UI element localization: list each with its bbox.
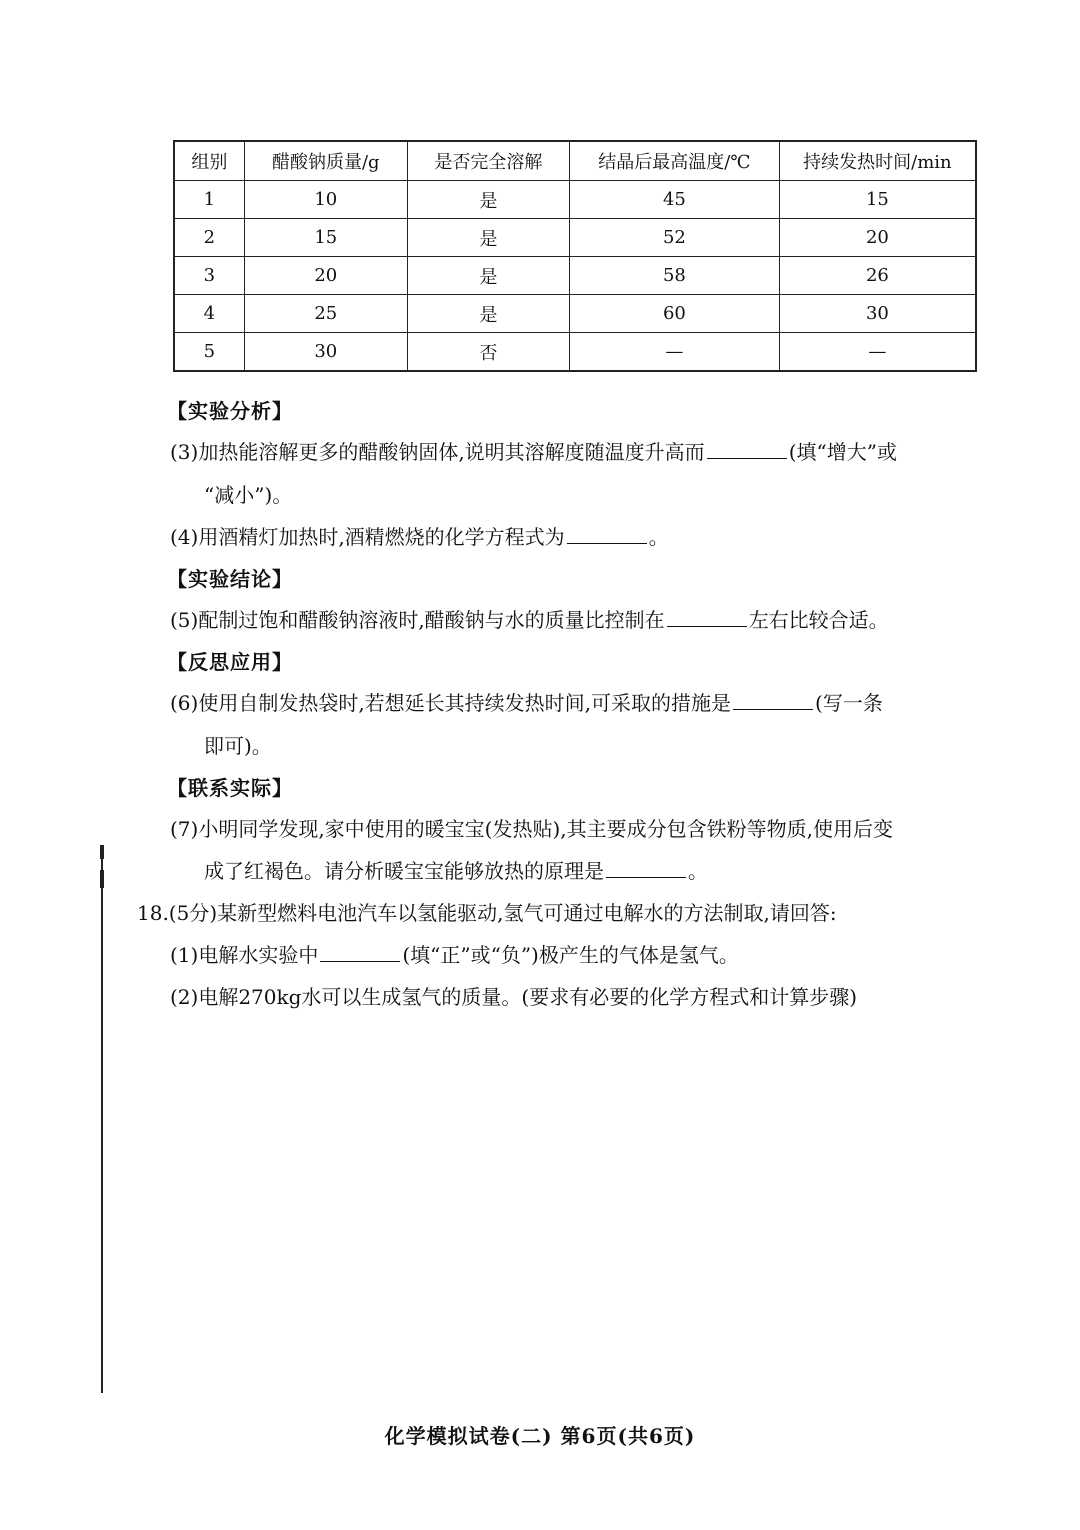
table-cell: — [569,333,779,372]
question-6 [170,689,883,717]
question-7: (7)小明同学发现,家中使用的暖宝宝(发热贴),其主要成分包含铁粉等物质,使用后变 [170,817,894,841]
table-cell: 20 [244,257,407,295]
question-4-text: (4)用酒精灯加热时,酒精燃烧的化学方程式为 [170,525,565,549]
question-3-continued: “减小”)。 [204,483,293,507]
conclusion-heading: 【实验结论】 [167,567,293,591]
table-cell: 是 [407,181,569,219]
question-3-hint: (填“增大”或 [788,440,897,464]
table-row [174,257,976,295]
question-18-stem: 18.(5分)某新型燃料电池汽车以氢能驱动,氢气可通过电解水的方法制取,请回答: [137,901,837,925]
table-cell: 是 [407,295,569,333]
answer-blank[interactable] [567,523,647,544]
table-cell: 3 [174,257,244,295]
answer-blank[interactable] [320,941,400,962]
table-cell: 26 [779,257,976,295]
table-cell: 是 [407,257,569,295]
table-cell: 10 [244,181,407,219]
table-cell: 5 [174,333,244,372]
table-cell: 4 [174,295,244,333]
question-6-hint: (写一条 [815,691,883,715]
table-cell: 52 [569,219,779,257]
question-5 [170,606,889,634]
question-3 [170,438,897,466]
table-row [174,333,976,372]
question-7-end: 。 [688,859,708,883]
question-5-text: (5)配制过饱和醋酸钠溶液时,醋酸钠与水的质量比控制在 [170,608,665,632]
table-header-cell: 组别 [174,141,244,181]
question-7-text: 成了红褐色。请分析暖宝宝能够放热的原理是 [204,859,604,883]
margin-tick-top [100,845,104,859]
table-cell: 是 [407,219,569,257]
answer-blank[interactable] [667,606,747,627]
reflection-heading: 【反思应用】 [167,650,293,674]
experiment-data-table [173,140,977,372]
table-cell: 30 [244,333,407,372]
table-header-row [174,141,976,181]
page-footer: 化学模拟试卷(二) 第6页(共6页) [384,1424,696,1448]
analysis-heading: 【实验分析】 [167,399,293,423]
question-18-1 [170,941,739,969]
margin-binding-line [101,845,103,1393]
table-cell: 1 [174,181,244,219]
table-cell: 60 [569,295,779,333]
table-header-cell: 结晶后最高温度/℃ [569,141,779,181]
table-row [174,295,976,333]
table-row [174,181,976,219]
question-4 [170,523,669,551]
question-5-end: 左右比较合适。 [748,608,889,632]
answer-blank[interactable] [707,438,787,459]
table-cell: 30 [779,295,976,333]
table-cell: 15 [779,181,976,219]
table-cell: 2 [174,219,244,257]
question-18-2: (2)电解270kg水可以生成氢气的质量。(要求有必要的化学方程式和计算步骤) [170,985,858,1009]
question-7-continued [204,857,708,885]
table-cell: 45 [569,181,779,219]
question-18-1-end: (填“正”或“负”)极产生的气体是氢气。 [402,943,739,967]
table-header-cell: 是否完全溶解 [407,141,569,181]
table-cell: 20 [779,219,976,257]
answer-blank[interactable] [733,689,813,710]
table-row [174,219,976,257]
question-6-text: (6)使用自制发热袋时,若想延长其持续发热时间,可采取的措施是 [170,691,732,715]
table-header-cell: 持续发热时间/min [779,141,976,181]
question-3-text: (3)加热能溶解更多的醋酸钠固体,说明其溶解度随温度升高而 [170,440,705,464]
margin-tick-upper [100,870,104,888]
table-cell: — [779,333,976,372]
table-cell: 58 [569,257,779,295]
practice-heading: 【联系实际】 [167,776,293,800]
table-cell: 否 [407,333,569,372]
answer-blank[interactable] [606,857,686,878]
question-4-end: 。 [648,525,669,549]
question-18-1-text: (1)电解水实验中 [170,943,319,967]
table-header-cell: 醋酸钠质量/g [244,141,407,181]
table-cell: 15 [244,219,407,257]
table-cell: 25 [244,295,407,333]
question-6-continued: 即可)。 [204,734,272,758]
